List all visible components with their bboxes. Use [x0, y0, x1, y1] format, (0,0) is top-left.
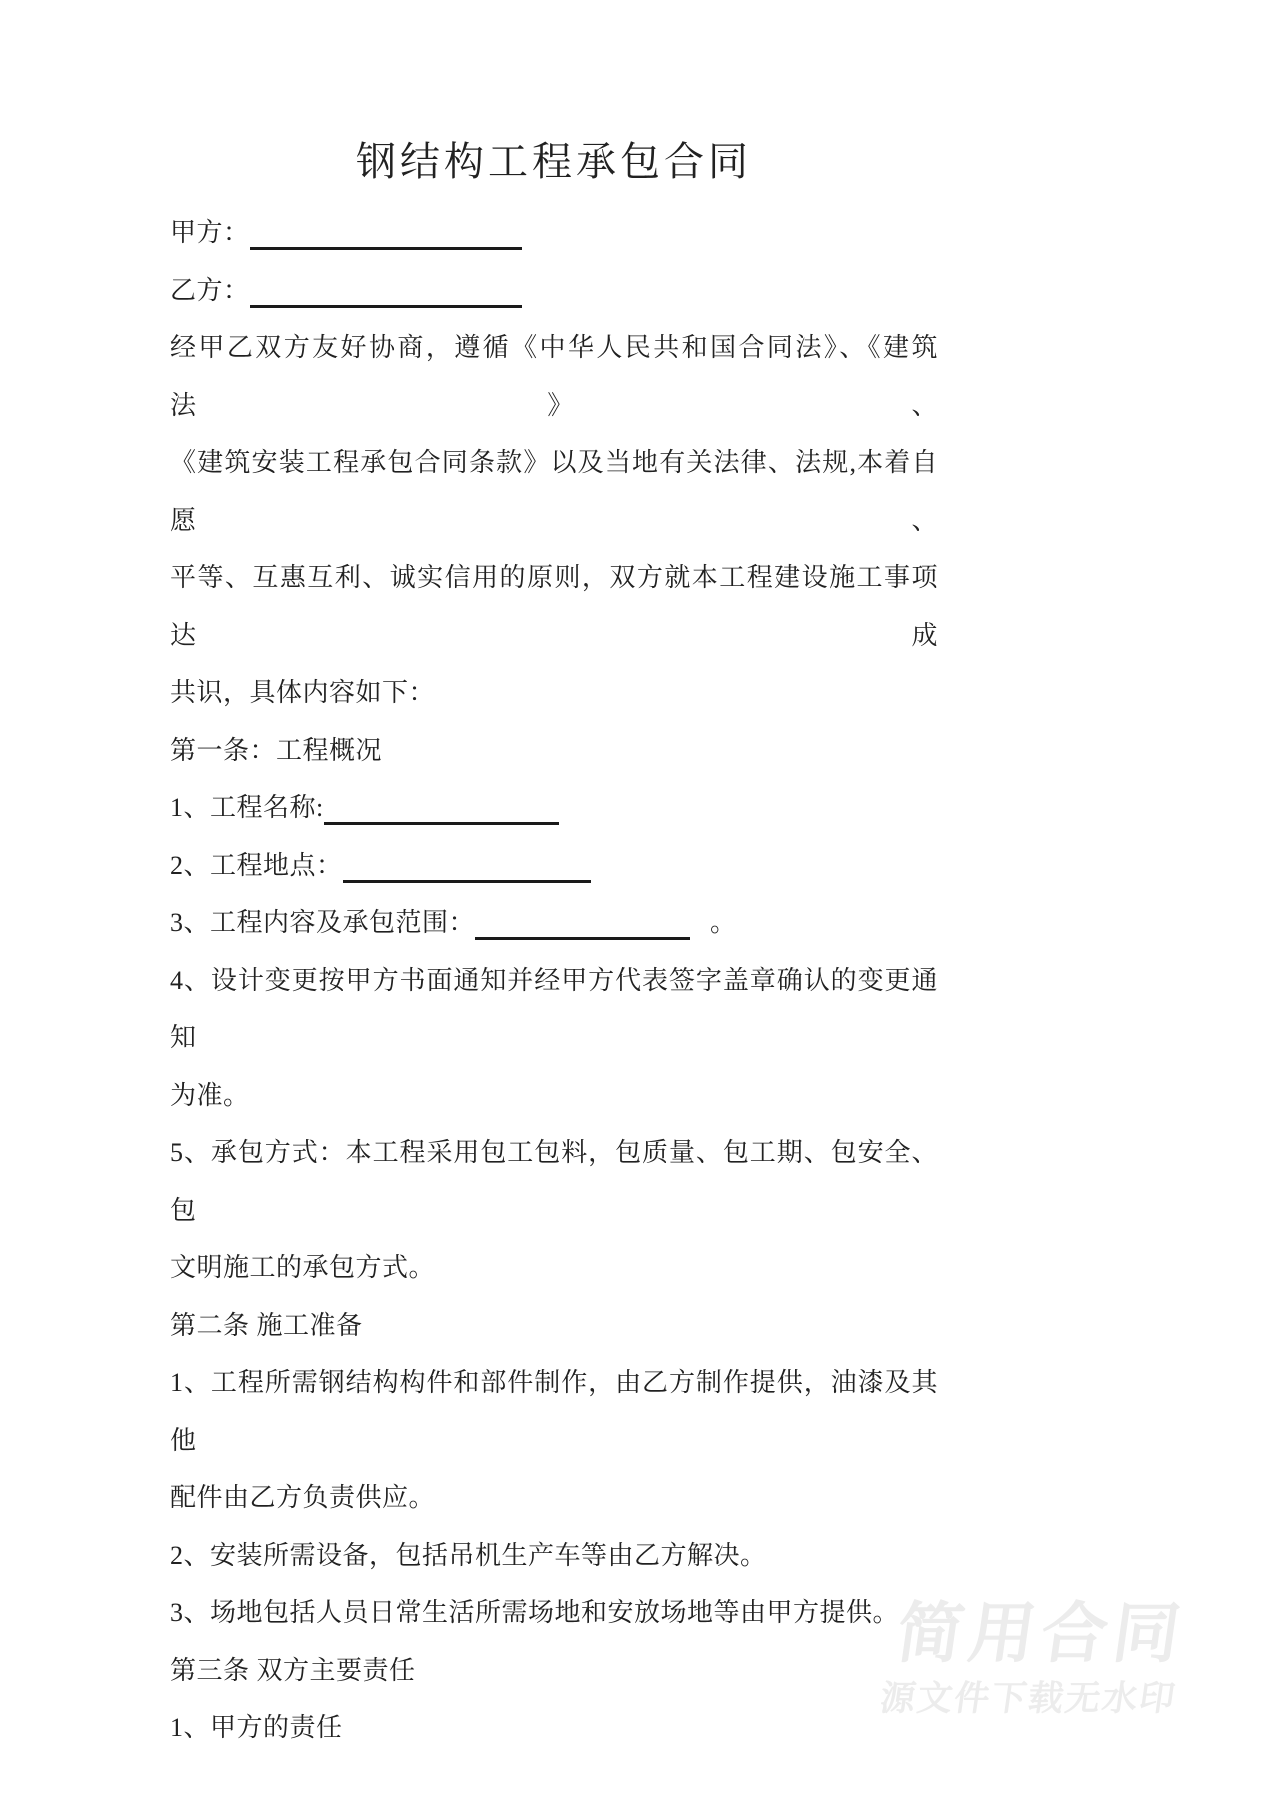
project-scope-line-suffix: 。	[710, 908, 737, 937]
project-location-line-blank-underline	[343, 854, 591, 883]
preamble-line-1-text: 经甲乙双方友好协商，遵循《中华人民共和国合同法》、《建筑法》、	[170, 333, 938, 420]
article-1-heading-text: 第一条：工程概况	[170, 735, 383, 765]
party-a-line-label: 甲方：	[170, 218, 250, 247]
watermark	[877, 1596, 1191, 1718]
contract-lines	[170, 204, 938, 1757]
article-3-item-1	[170, 1699, 938, 1757]
party-b-line	[170, 262, 938, 320]
document-title: 钢结构工程承包合同	[356, 139, 752, 184]
party-a-line-blank-underline	[250, 221, 522, 250]
article-3-heading-text: 第三条 双方主要责任	[170, 1655, 416, 1685]
preamble-line-1	[170, 319, 938, 434]
article-2-item-1-line-1-text: 1、工程所需钢结构构件和部件制作，由乙方制作提供，油漆及其他	[170, 1368, 938, 1455]
article-1-item-5-line-1-text: 5、承包方式：本工程采用包工包料，包质量、包工期、包安全、包	[170, 1138, 938, 1225]
project-location-line	[170, 837, 938, 895]
article-2-item-3	[170, 1584, 938, 1642]
watermark-subtitle: 源文件下载无水印	[877, 1679, 1180, 1718]
article-2-heading-text: 第二条 施工准备	[170, 1310, 363, 1340]
preamble-line-4-text: 共识，具体内容如下：	[170, 678, 436, 707]
article-1-item-4-line-1-text: 4、设计变更按甲方书面通知并经甲方代表签字盖章确认的变更通知	[170, 965, 938, 1052]
article-1-item-4-line-2-text: 为准。	[170, 1080, 250, 1110]
project-location-line-label: 2、工程地点：	[170, 850, 343, 880]
article-2-item-2-text: 2、安装所需设备，包括吊机生产车等由乙方解决。	[170, 1540, 767, 1570]
preamble-line-3	[170, 549, 938, 664]
article-2-item-1-line-2-text: 配件由乙方负责供应。	[170, 1483, 436, 1512]
project-name-line	[170, 779, 938, 837]
watermark-title: 简用合同	[892, 1596, 1191, 1670]
article-2-item-2	[170, 1527, 938, 1585]
article-1-item-4-line-1	[170, 952, 938, 1067]
article-1-item-5-line-2-text: 文明施工的承包方式。	[170, 1253, 436, 1282]
document-body	[170, 128, 938, 1757]
preamble-line-2	[170, 434, 938, 549]
preamble-line-4	[170, 664, 938, 722]
party-b-line-blank-underline	[250, 279, 522, 308]
article-1-item-5-line-1	[170, 1124, 938, 1239]
project-scope-line	[170, 894, 938, 952]
party-a-line	[170, 204, 938, 262]
project-scope-line-label: 3、工程内容及承包范围：	[170, 908, 476, 937]
project-name-line-blank-underline	[324, 796, 559, 825]
project-name-line-label: 1、工程名称:	[170, 793, 324, 822]
preamble-line-3-text: 平等、互惠互利、诚实信用的原则，双方就本工程建设施工事项达成	[170, 563, 938, 650]
article-1-item-4-line-2	[170, 1067, 938, 1125]
project-scope-line-blank-underline	[475, 911, 690, 940]
preamble-line-2-text: 《建筑安装工程承包合同条款》以及当地有关法律、法规,本着自愿、	[170, 448, 938, 535]
article-2-heading	[170, 1297, 938, 1355]
article-2-item-1-line-2	[170, 1469, 938, 1527]
article-1-heading	[170, 722, 938, 780]
article-3-heading	[170, 1642, 938, 1700]
article-2-item-3-text: 3、场地包括人员日常生活所需场地和安放场地等由甲方提供。	[170, 1598, 900, 1627]
article-3-item-1-text: 1、甲方的责任	[170, 1713, 343, 1742]
party-b-line-label: 乙方：	[170, 275, 250, 305]
article-2-item-1-line-1	[170, 1354, 938, 1469]
article-1-item-5-line-2	[170, 1239, 938, 1297]
